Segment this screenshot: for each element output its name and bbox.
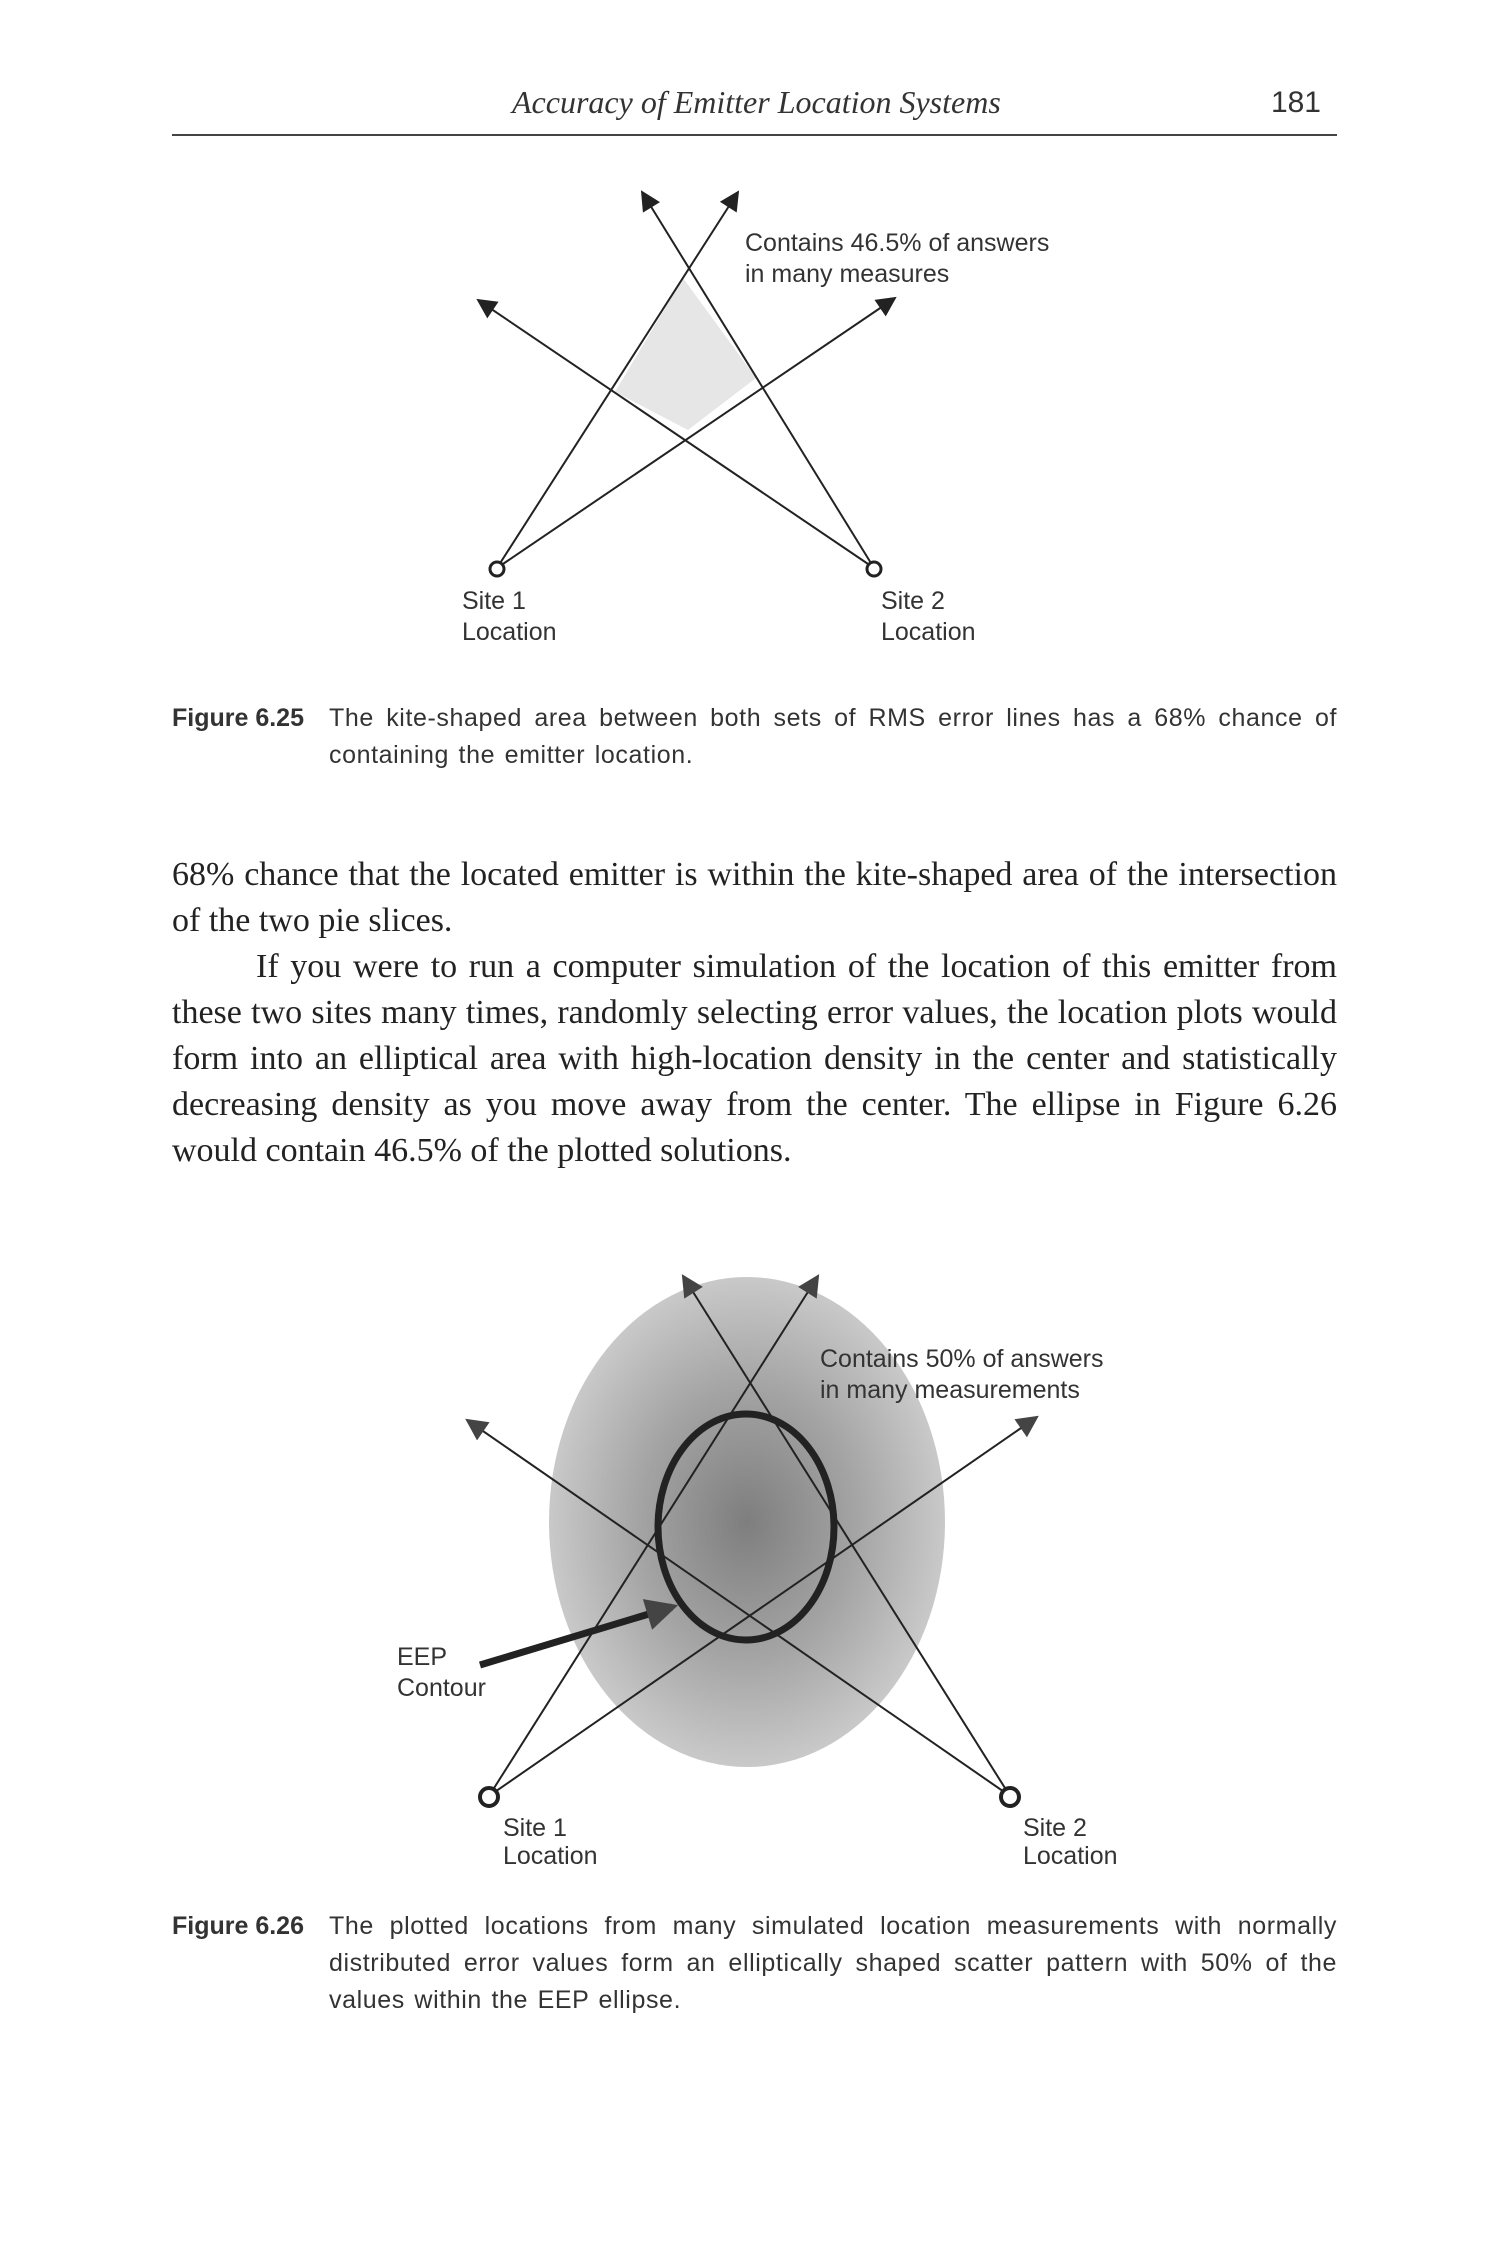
annotation-line2: in many measurements (820, 1376, 1080, 1404)
figure-6-25-diagram (0, 170, 1500, 670)
site1-label-line1: Site 1 (462, 587, 526, 615)
site2-marker (867, 562, 881, 576)
annotation-line2: in many measures (745, 260, 950, 288)
site2-label-line1: Site 2 (1023, 1814, 1087, 1842)
site1-marker (480, 1788, 498, 1806)
annotation-line1: Contains 46.5% of answers (745, 229, 1050, 257)
caption-text: The kite-shaped area between both sets of RMS error lines has a 68% chance of containing the emitter location. (329, 704, 1337, 769)
site1-label-line1: Site 1 (503, 1814, 567, 1842)
paragraph-1: 68% chance that the located emitter is within the kite-shaped area of the intersection of the two pie slices. (172, 856, 1337, 939)
figure-6-25-caption (172, 700, 1337, 774)
caption-number: Figure 6.25 (172, 704, 304, 732)
site2-label-line1: Site 2 (881, 587, 945, 615)
figure-6-26-diagram (0, 1250, 1500, 1880)
caption-text: The plotted locations from many simulated location measurements with normally distributed error values form an elliptically shaped scatter pattern with 50% of the values within the EEP ellipse. (329, 1912, 1337, 2014)
page-number: 181 (1270, 86, 1321, 119)
site2-marker (1001, 1788, 1019, 1806)
eep-label-line2: Contour (397, 1674, 486, 1702)
site1-label-line2: Location (503, 1842, 598, 1870)
annotation-line1: Contains 50% of answers (820, 1345, 1104, 1373)
running-header (172, 80, 1337, 136)
running-title: Accuracy of Emitter Location Systems (512, 84, 1001, 120)
paragraph-2: If you were to run a computer simulation of the location of this emitter from these two sites many times, randomly selecting error values, the location plots would form into an elliptical area with high-location density in the center and statistically decreasing density as you move away from the center. The ellipse in Figure 6.26 would contain 46.5% of the plotted solutions. (172, 948, 1337, 1169)
site2-label-line2: Location (881, 618, 976, 646)
body-text (172, 852, 1337, 1174)
caption-number: Figure 6.26 (172, 1912, 304, 1940)
eep-label-line1: EEP (397, 1643, 448, 1671)
site2-label-line2: Location (1023, 1842, 1118, 1870)
figure-6-26-caption (172, 1908, 1337, 2019)
site1-marker (490, 562, 504, 576)
site1-label-line2: Location (462, 618, 557, 646)
